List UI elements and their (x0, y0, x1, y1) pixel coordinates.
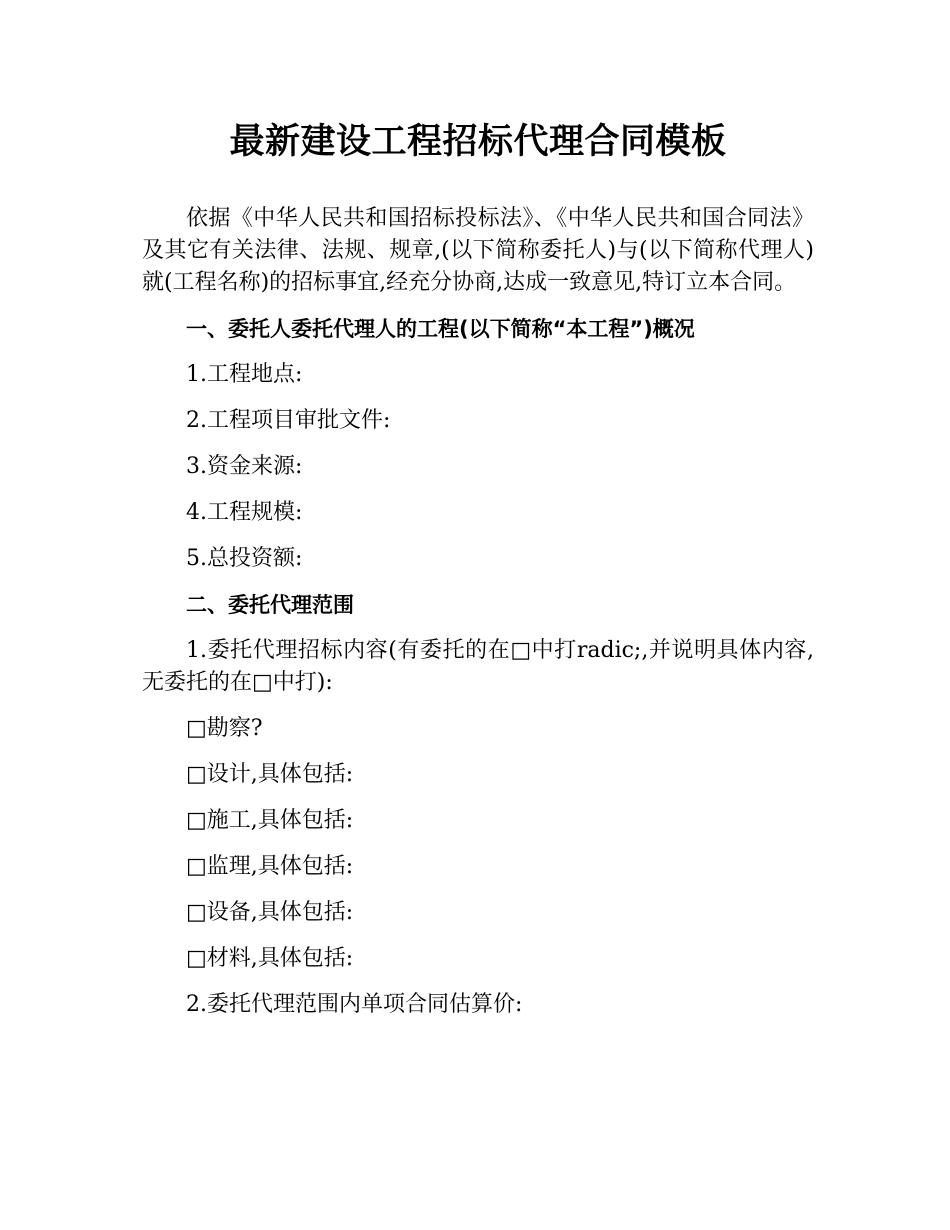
checkbox-item-construction: □施工,具体包括: (186, 808, 354, 833)
section-2-item-1: 1.委托代理招标内容(有委托的在□中打radic;,并说明具体内容,无委托的在□中打): (142, 638, 814, 695)
section-1-item-4: 4.工程规模: (186, 500, 303, 525)
checkbox-item-supervision: □监理,具体包括: (186, 854, 354, 879)
checkbox-item-design: □设计,具体包括: (186, 762, 354, 787)
checkbox-item-survey: □勘察? (186, 716, 263, 741)
document-body (142, 203, 814, 1021)
section-2-heading: 二、委托代理范围 (186, 593, 354, 617)
document-title: 最新建设工程招标代理合同模板 (229, 122, 727, 162)
section-2-item-2: 2.委托代理范围内单项合同估算价: (186, 992, 523, 1017)
section-1-item-5: 5.总投资额: (186, 546, 303, 571)
checkbox-item-materials: □材料,具体包括: (186, 946, 354, 971)
checkbox-item-equipment: □设备,具体包括: (186, 900, 354, 925)
intro-paragraph: 依据《中华人民共和国招标投标法》、《中华人民共和国合同法》及其它有关法律、法规、规章,(以下简称委托人)与(以下简称代理人)就(工程名称)的招标事宜,经充分协商,达成一致意见,特订立本合同。 (142, 206, 814, 295)
section-1-item-2: 2.工程项目审批文件: (186, 408, 391, 433)
section-1-item-1: 1.工程地点: (186, 362, 303, 387)
section-1-heading: 一、委托人委托代理人的工程(以下简称“本工程”)概况 (186, 317, 695, 341)
section-1-item-3: 3.资金来源: (186, 454, 303, 479)
